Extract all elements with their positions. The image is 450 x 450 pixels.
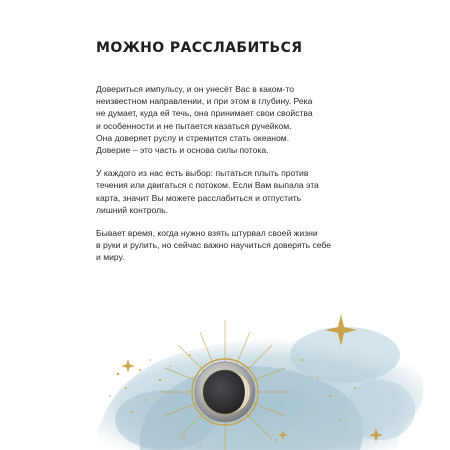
- paragraph-1: [96, 83, 396, 156]
- watercolor-wash: [95, 327, 423, 450]
- body-text: [96, 83, 396, 275]
- paragraph-line: Она доверяет руслу и стремится стать океаном.: [96, 132, 290, 143]
- paragraph-line: не думает, куда ей течь, она принимает свои свойства: [96, 108, 313, 119]
- paragraph-line: и миру.: [96, 252, 125, 263]
- paragraph-3: [96, 227, 396, 264]
- page-title: МОЖНО РАССЛАБИТЬСЯ: [96, 40, 303, 56]
- paragraph-line: Довериться импульсу, и он унесёт Вас в каком-то: [96, 84, 294, 94]
- paragraph-line: Бывает время, когда нужно взять штурвал своей жизни: [96, 228, 318, 239]
- sparkle-star-icon: [121, 359, 135, 373]
- moon-illustration: [0, 300, 450, 450]
- paragraph-line: карта, значит Вы можете расслабиться и отпустить: [96, 192, 302, 203]
- paragraph-line: в руки и рулить, но сейчас важно научиться доверять себе: [96, 240, 332, 251]
- paragraph-line: Доверие – это часть и основа силы потока.: [96, 145, 269, 156]
- paragraph-line: течения или двигаться с потоком. Если Вам выпала эта: [96, 180, 319, 191]
- moon-crescent-icon: [192, 359, 258, 425]
- paragraph-line: У каждого из нас есть выбор: пытаться плыть против: [96, 168, 309, 179]
- paragraph-line: лишний контроль.: [96, 204, 169, 215]
- paragraph-2: [96, 167, 396, 216]
- paragraph-line: и особенности и не пытается казаться ручейком.: [96, 120, 292, 131]
- paragraph-line: неизвестном направлении, и при этом в глубину. Река: [96, 96, 313, 107]
